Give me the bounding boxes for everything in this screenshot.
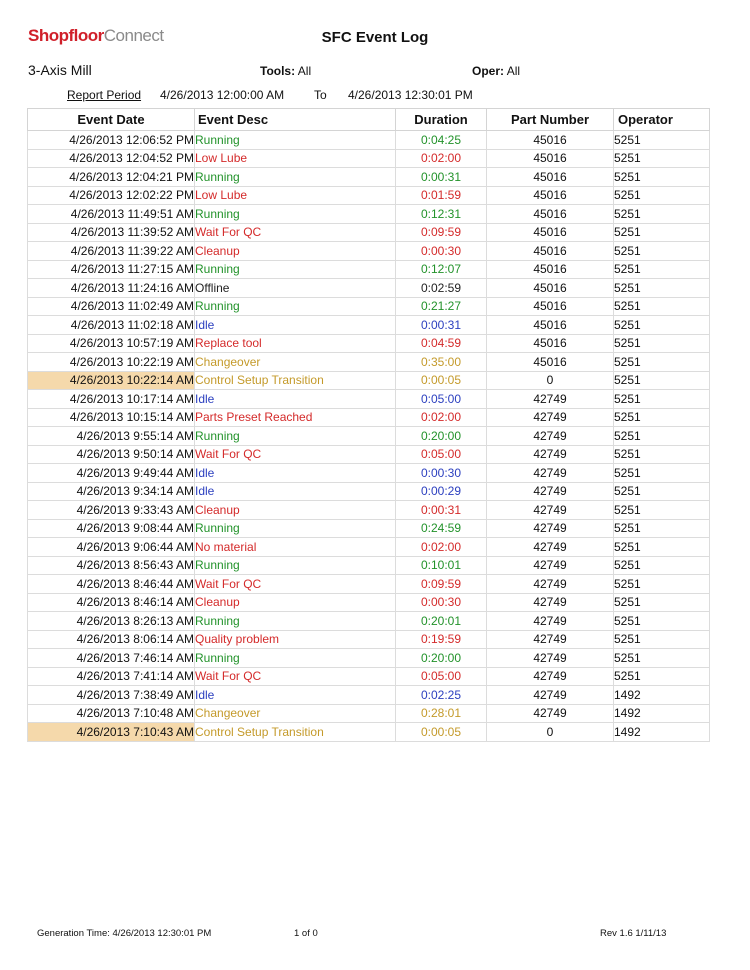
- duration-cell: 0:20:01: [396, 612, 487, 631]
- duration-cell: 0:04:59: [396, 334, 487, 353]
- operator-cell: 5251: [614, 501, 710, 520]
- part-number-cell: 42749: [487, 390, 614, 409]
- duration-cell: 0:19:59: [396, 630, 487, 649]
- part-number-cell: 42749: [487, 427, 614, 446]
- event-desc-cell: No material: [195, 538, 396, 557]
- duration-cell: 0:20:00: [396, 427, 487, 446]
- part-number-cell: 42749: [487, 593, 614, 612]
- table-row: [28, 630, 710, 649]
- duration-cell: 0:00:30: [396, 593, 487, 612]
- event-date-cell: 4/26/2013 8:46:14 AM: [28, 593, 195, 612]
- part-number-cell: 45016: [487, 334, 614, 353]
- operator-cell: 5251: [614, 427, 710, 446]
- operator-cell: 1492: [614, 723, 710, 742]
- part-number-cell: 42749: [487, 630, 614, 649]
- operator-cell: 5251: [614, 519, 710, 538]
- report-period-label: Report Period: [67, 88, 142, 102]
- event-date-cell: 4/26/2013 10:15:14 AM: [28, 408, 195, 427]
- table-row: [28, 205, 710, 224]
- part-number-cell: 42749: [487, 649, 614, 668]
- table-row: [28, 242, 710, 261]
- table-row: [28, 556, 710, 575]
- operator-cell: 5251: [614, 371, 710, 390]
- tools-filter: [260, 64, 311, 78]
- report-title: SFC Event Log: [321, 29, 429, 46]
- table-row: [28, 575, 710, 594]
- tools-label: Tools:: [260, 64, 296, 78]
- table-row: [28, 223, 710, 242]
- operator-cell: 5251: [614, 297, 710, 316]
- table-row: [28, 723, 710, 742]
- operator-cell: 5251: [614, 408, 710, 427]
- operator-cell: 5251: [614, 612, 710, 631]
- duration-cell: 0:20:00: [396, 649, 487, 668]
- duration-cell: 0:00:30: [396, 464, 487, 483]
- event-date-cell: 4/26/2013 9:49:44 AM: [28, 464, 195, 483]
- duration-cell: 0:24:59: [396, 519, 487, 538]
- event-date-cell: 4/26/2013 10:17:14 AM: [28, 390, 195, 409]
- part-number-cell: 45016: [487, 316, 614, 335]
- event-desc-cell: Idle: [195, 316, 396, 335]
- duration-cell: 0:12:07: [396, 260, 487, 279]
- event-log-table: [27, 108, 710, 742]
- event-date-cell: 4/26/2013 11:24:16 AM: [28, 279, 195, 298]
- table-row: [28, 279, 710, 298]
- part-number-cell: 45016: [487, 131, 614, 150]
- operator-cell: 5251: [614, 242, 710, 261]
- duration-cell: 0:04:25: [396, 131, 487, 150]
- table-row: [28, 519, 710, 538]
- table-row: [28, 501, 710, 520]
- event-desc-cell: Running: [195, 260, 396, 279]
- table-row: [28, 427, 710, 446]
- event-desc-cell: Parts Preset Reached: [195, 408, 396, 427]
- event-date-cell: 4/26/2013 12:06:52 PM: [28, 131, 195, 150]
- event-date-cell: 4/26/2013 12:04:52 PM: [28, 149, 195, 168]
- part-number-cell: 42749: [487, 501, 614, 520]
- part-number-cell: 42749: [487, 575, 614, 594]
- event-date-cell: 4/26/2013 11:39:22 AM: [28, 242, 195, 261]
- event-date-cell: 4/26/2013 9:34:14 AM: [28, 482, 195, 501]
- event-date-cell: 4/26/2013 8:56:43 AM: [28, 556, 195, 575]
- operator-cell: 5251: [614, 538, 710, 557]
- event-desc-cell: Changeover: [195, 353, 396, 372]
- duration-cell: 0:09:59: [396, 575, 487, 594]
- part-number-cell: 42749: [487, 482, 614, 501]
- part-number-cell: 42749: [487, 519, 614, 538]
- part-number-cell: 45016: [487, 205, 614, 224]
- event-desc-cell: Running: [195, 297, 396, 316]
- event-desc-cell: Running: [195, 205, 396, 224]
- part-number-cell: 45016: [487, 297, 614, 316]
- duration-cell: 0:12:31: [396, 205, 487, 224]
- table-row: [28, 612, 710, 631]
- event-date-cell: 4/26/2013 10:22:19 AM: [28, 353, 195, 372]
- operator-cell: 5251: [614, 186, 710, 205]
- oper-value: All: [506, 64, 521, 78]
- operator-cell: 5251: [614, 649, 710, 668]
- operator-cell: 5251: [614, 556, 710, 575]
- tools-value: All: [297, 64, 312, 78]
- event-date-cell: 4/26/2013 12:04:21 PM: [28, 168, 195, 187]
- operator-cell: 5251: [614, 464, 710, 483]
- event-desc-cell: Cleanup: [195, 242, 396, 261]
- table-row: [28, 686, 710, 705]
- revision: Rev 1.6 1/11/13: [600, 928, 667, 939]
- event-desc-cell: Running: [195, 131, 396, 150]
- table-row: [28, 334, 710, 353]
- table-row: [28, 353, 710, 372]
- oper-label: Oper:: [472, 64, 505, 78]
- duration-cell: 0:10:01: [396, 556, 487, 575]
- part-number-cell: 45016: [487, 223, 614, 242]
- table-row: [28, 131, 710, 150]
- event-date-cell: 4/26/2013 9:08:44 AM: [28, 519, 195, 538]
- event-desc-cell: Idle: [195, 686, 396, 705]
- table-row: [28, 649, 710, 668]
- duration-cell: 0:02:00: [396, 408, 487, 427]
- event-desc-cell: Offline: [195, 279, 396, 298]
- event-desc-cell: Quality problem: [195, 630, 396, 649]
- duration-cell: 0:00:30: [396, 242, 487, 261]
- operator-cell: 5251: [614, 353, 710, 372]
- duration-cell: 0:02:00: [396, 538, 487, 557]
- part-number-cell: 45016: [487, 186, 614, 205]
- event-desc-cell: Changeover: [195, 704, 396, 723]
- operator-cell: 5251: [614, 316, 710, 335]
- operator-cell: 5251: [614, 630, 710, 649]
- event-date-cell: 4/26/2013 7:38:49 AM: [28, 686, 195, 705]
- duration-cell: 0:01:59: [396, 186, 487, 205]
- event-date-cell: 4/26/2013 8:06:14 AM: [28, 630, 195, 649]
- column-header-event-date: Event Date: [28, 109, 195, 131]
- table-row: [28, 371, 710, 390]
- column-header-operator: Operator: [614, 109, 710, 131]
- part-number-cell: 42749: [487, 686, 614, 705]
- event-desc-cell: Low Lube: [195, 149, 396, 168]
- operator-cell: 5251: [614, 667, 710, 686]
- operator-cell: 5251: [614, 205, 710, 224]
- event-desc-cell: Running: [195, 612, 396, 631]
- event-date-cell: 4/26/2013 7:41:14 AM: [28, 667, 195, 686]
- duration-cell: 0:00:31: [396, 168, 487, 187]
- event-date-cell: 4/26/2013 9:06:44 AM: [28, 538, 195, 557]
- event-desc-cell: Wait For QC: [195, 223, 396, 242]
- operator-cell: 5251: [614, 482, 710, 501]
- column-header-event-desc: Event Desc: [195, 109, 396, 131]
- page-number: 1 of 0: [294, 928, 318, 939]
- duration-cell: 0:02:25: [396, 686, 487, 705]
- operator-cell: 5251: [614, 279, 710, 298]
- event-date-cell: 4/26/2013 9:50:14 AM: [28, 445, 195, 464]
- operator-cell: 5251: [614, 575, 710, 594]
- duration-cell: 0:35:00: [396, 353, 487, 372]
- table-row: [28, 408, 710, 427]
- table-row: [28, 704, 710, 723]
- operator-filter: [472, 64, 520, 78]
- duration-cell: 0:00:05: [396, 371, 487, 390]
- operator-cell: 5251: [614, 149, 710, 168]
- duration-cell: 0:05:00: [396, 445, 487, 464]
- duration-cell: 0:05:00: [396, 667, 487, 686]
- operator-cell: 5251: [614, 445, 710, 464]
- event-date-cell: 4/26/2013 11:27:15 AM: [28, 260, 195, 279]
- duration-cell: 0:00:31: [396, 316, 487, 335]
- table-row: [28, 297, 710, 316]
- table-row: [28, 445, 710, 464]
- table-row: [28, 593, 710, 612]
- event-date-cell: 4/26/2013 10:57:19 AM: [28, 334, 195, 353]
- table-row: [28, 482, 710, 501]
- event-desc-cell: Running: [195, 168, 396, 187]
- table-row: [28, 464, 710, 483]
- part-number-cell: 45016: [487, 242, 614, 261]
- operator-cell: 5251: [614, 168, 710, 187]
- event-desc-cell: Low Lube: [195, 186, 396, 205]
- part-number-cell: 0: [487, 723, 614, 742]
- event-desc-cell: Running: [195, 649, 396, 668]
- part-number-cell: 42749: [487, 667, 614, 686]
- event-date-cell: 4/26/2013 7:10:48 AM: [28, 704, 195, 723]
- event-desc-cell: Running: [195, 427, 396, 446]
- part-number-cell: 45016: [487, 260, 614, 279]
- part-number-cell: 42749: [487, 538, 614, 557]
- event-desc-cell: Wait For QC: [195, 575, 396, 594]
- column-header-part-number: Part Number: [487, 109, 614, 131]
- event-desc-cell: Idle: [195, 482, 396, 501]
- operator-cell: 5251: [614, 223, 710, 242]
- brand-logo-part2: Connect: [103, 26, 164, 45]
- event-date-cell: 4/26/2013 7:46:14 AM: [28, 649, 195, 668]
- duration-cell: 0:21:27: [396, 297, 487, 316]
- event-date-cell: 4/26/2013 9:33:43 AM: [28, 501, 195, 520]
- event-date-cell: 4/26/2013 12:02:22 PM: [28, 186, 195, 205]
- part-number-cell: 45016: [487, 168, 614, 187]
- part-number-cell: 45016: [487, 353, 614, 372]
- event-date-cell: 4/26/2013 8:26:13 AM: [28, 612, 195, 631]
- part-number-cell: 42749: [487, 556, 614, 575]
- machine-name: 3-Axis Mill: [28, 62, 92, 78]
- duration-cell: 0:02:00: [396, 149, 487, 168]
- part-number-cell: 42749: [487, 612, 614, 631]
- table-row: [28, 186, 710, 205]
- event-desc-cell: Replace tool: [195, 334, 396, 353]
- part-number-cell: 42749: [487, 704, 614, 723]
- event-desc-cell: Control Setup Transition: [195, 723, 396, 742]
- event-desc-cell: Idle: [195, 464, 396, 483]
- event-desc-cell: Running: [195, 519, 396, 538]
- report-period-to: To: [314, 88, 327, 102]
- event-date-cell: 4/26/2013 11:49:51 AM: [28, 205, 195, 224]
- duration-cell: 0:28:01: [396, 704, 487, 723]
- event-date-cell: 4/26/2013 11:39:52 AM: [28, 223, 195, 242]
- event-desc-cell: Cleanup: [195, 593, 396, 612]
- table-row: [28, 390, 710, 409]
- event-desc-cell: Cleanup: [195, 501, 396, 520]
- part-number-cell: 45016: [487, 279, 614, 298]
- table-row: [28, 538, 710, 557]
- table-row: [28, 168, 710, 187]
- event-desc-cell: Control Setup Transition: [195, 371, 396, 390]
- operator-cell: 1492: [614, 686, 710, 705]
- part-number-cell: 42749: [487, 408, 614, 427]
- duration-cell: 0:00:29: [396, 482, 487, 501]
- event-date-cell: 4/26/2013 11:02:49 AM: [28, 297, 195, 316]
- event-date-cell: 4/26/2013 8:46:44 AM: [28, 575, 195, 594]
- duration-cell: 0:05:00: [396, 390, 487, 409]
- table-body: [28, 131, 710, 742]
- table-row: [28, 260, 710, 279]
- column-header-duration: Duration: [396, 109, 487, 131]
- operator-cell: 5251: [614, 390, 710, 409]
- event-desc-cell: Wait For QC: [195, 667, 396, 686]
- table-row: [28, 316, 710, 335]
- event-date-cell: 4/26/2013 10:22:14 AM: [28, 371, 195, 390]
- duration-cell: 0:09:59: [396, 223, 487, 242]
- event-date-cell: 4/26/2013 9:55:14 AM: [28, 427, 195, 446]
- duration-cell: 0:02:59: [396, 279, 487, 298]
- event-date-cell: 4/26/2013 11:02:18 AM: [28, 316, 195, 335]
- event-desc-cell: Idle: [195, 390, 396, 409]
- table-header-row: [28, 109, 710, 131]
- event-desc-cell: Wait For QC: [195, 445, 396, 464]
- report-period-start: 4/26/2013 12:00:00 AM: [160, 88, 285, 102]
- event-desc-cell: Running: [195, 556, 396, 575]
- brand-logo-part1: Shopfloor: [28, 26, 104, 45]
- operator-cell: 5251: [614, 131, 710, 150]
- report-period-end: 4/26/2013 12:30:01 PM: [348, 88, 473, 102]
- table-row: [28, 149, 710, 168]
- operator-cell: 1492: [614, 704, 710, 723]
- generation-time: Generation Time: 4/26/2013 12:30:01 PM: [37, 928, 212, 939]
- part-number-cell: 45016: [487, 149, 614, 168]
- duration-cell: 0:00:05: [396, 723, 487, 742]
- event-date-cell: 4/26/2013 7:10:43 AM: [28, 723, 195, 742]
- part-number-cell: 0: [487, 371, 614, 390]
- operator-cell: 5251: [614, 334, 710, 353]
- operator-cell: 5251: [614, 593, 710, 612]
- part-number-cell: 42749: [487, 445, 614, 464]
- part-number-cell: 42749: [487, 464, 614, 483]
- table-row: [28, 667, 710, 686]
- duration-cell: 0:00:31: [396, 501, 487, 520]
- operator-cell: 5251: [614, 260, 710, 279]
